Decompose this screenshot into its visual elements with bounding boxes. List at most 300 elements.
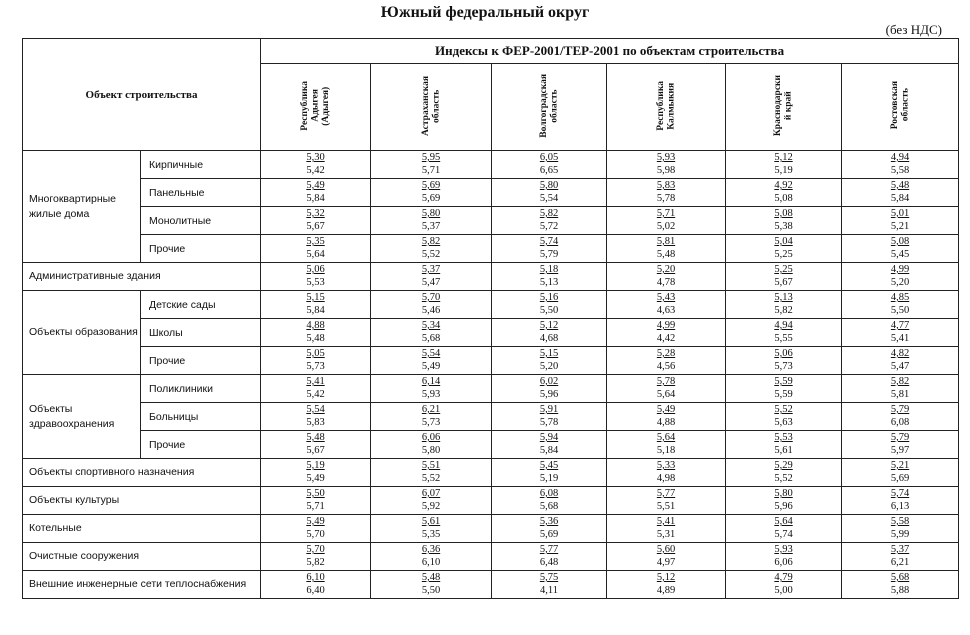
fer-index-value: 5,08 xyxy=(774,207,793,219)
index-cell xyxy=(371,543,492,571)
fer-index-value: 5,33 xyxy=(656,459,676,471)
fer-index-value: 5,16 xyxy=(539,291,559,303)
index-cell xyxy=(842,431,959,459)
region-header xyxy=(261,64,371,151)
fer-index-value: 5,80 xyxy=(774,487,793,499)
ter-index-value: 5,96 xyxy=(774,500,793,512)
fer-index-value: 5,51 xyxy=(421,459,441,471)
ter-index-value: 5,80 xyxy=(421,444,441,456)
index-cell xyxy=(261,179,371,207)
ter-index-value: 5,82 xyxy=(774,304,793,316)
ter-index-value: 5,47 xyxy=(421,276,441,288)
fer-index-value: 5,93 xyxy=(656,151,676,163)
fer-index-value: 5,37 xyxy=(421,263,441,275)
fer-index-value: 5,93 xyxy=(774,543,793,555)
index-cell xyxy=(371,263,492,291)
fer-index-value: 5,64 xyxy=(774,515,793,527)
table-row xyxy=(23,515,959,543)
index-cell xyxy=(842,235,959,263)
fer-index-value: 5,48 xyxy=(890,179,910,191)
ter-index-value: 5,78 xyxy=(656,192,676,204)
fer-index-value: 5,80 xyxy=(421,207,441,219)
ter-index-value: 5,31 xyxy=(656,528,676,540)
ter-index-value: 5,00 xyxy=(774,584,793,596)
fer-index-value: 4,79 xyxy=(774,571,793,583)
index-cell xyxy=(261,543,371,571)
index-cell xyxy=(726,543,842,571)
index-cell xyxy=(607,319,726,347)
ter-index-value: 5,48 xyxy=(656,248,676,260)
indices-header: Индексы к ФЕР-2001/ТЕР-2001 по объектам строительства xyxy=(261,39,959,64)
table-row xyxy=(23,235,959,263)
index-cell xyxy=(607,459,726,487)
index-cell xyxy=(607,543,726,571)
fer-index-value: 5,18 xyxy=(539,263,559,275)
index-cell xyxy=(607,403,726,431)
fer-index-value: 5,15 xyxy=(306,291,325,303)
fer-index-value: 5,50 xyxy=(306,487,325,499)
ter-index-value: 6,10 xyxy=(421,556,441,568)
ter-index-value: 5,98 xyxy=(656,164,676,176)
table-row xyxy=(23,347,959,375)
fer-index-value: 5,69 xyxy=(421,179,441,191)
index-cell xyxy=(842,487,959,515)
region-label: Республика Калмыкия xyxy=(655,80,677,131)
fer-index-value: 5,82 xyxy=(539,207,559,219)
index-cell xyxy=(726,571,842,599)
fer-index-value: 5,41 xyxy=(656,515,676,527)
fer-index-value: 5,77 xyxy=(656,487,676,499)
ter-index-value: 5,68 xyxy=(421,332,441,344)
fer-index-value: 5,25 xyxy=(774,263,793,275)
ter-index-value: 5,42 xyxy=(306,164,325,176)
index-cell xyxy=(492,151,607,179)
fer-index-value: 5,41 xyxy=(306,375,325,387)
index-cell xyxy=(726,515,842,543)
region-header xyxy=(492,64,607,151)
ter-index-value: 5,25 xyxy=(774,248,793,260)
fer-index-value: 5,12 xyxy=(539,319,559,331)
fer-index-value: 5,49 xyxy=(656,403,676,415)
fer-index-value: 5,04 xyxy=(774,235,793,247)
fer-index-value: 5,53 xyxy=(774,431,793,443)
index-cell xyxy=(261,375,371,403)
fer-index-value: 5,21 xyxy=(890,459,910,471)
fer-index-value: 5,49 xyxy=(306,515,325,527)
fer-index-value: 5,61 xyxy=(421,515,441,527)
index-cell xyxy=(492,319,607,347)
ter-index-value: 5,49 xyxy=(421,360,441,372)
index-cell xyxy=(607,263,726,291)
ter-index-value: 5,84 xyxy=(306,192,325,204)
ter-index-value: 5,92 xyxy=(421,500,441,512)
fer-index-value: 4,77 xyxy=(890,319,910,331)
index-cell xyxy=(371,319,492,347)
fer-index-value: 4,92 xyxy=(774,179,793,191)
ter-index-value: 5,41 xyxy=(890,332,910,344)
category-label: Многоквартирные жилые дома xyxy=(23,151,141,263)
fer-index-value: 5,30 xyxy=(306,151,325,163)
fer-index-value: 5,74 xyxy=(890,487,910,499)
fer-index-value: 5,32 xyxy=(306,207,325,219)
subcategory-label: Монолитные xyxy=(141,207,261,235)
fer-index-value: 5,71 xyxy=(656,207,676,219)
index-cell xyxy=(726,263,842,291)
ter-index-value: 6,65 xyxy=(539,164,559,176)
fer-index-value: 4,99 xyxy=(890,263,910,275)
index-cell xyxy=(492,459,607,487)
ter-index-value: 5,19 xyxy=(539,472,559,484)
fer-index-value: 5,01 xyxy=(890,207,910,219)
fer-index-value: 4,85 xyxy=(890,291,910,303)
ter-index-value: 5,58 xyxy=(890,164,910,176)
index-cell xyxy=(607,207,726,235)
ter-index-value: 5,96 xyxy=(539,388,559,400)
fer-index-value: 4,94 xyxy=(890,151,910,163)
ter-index-value: 5,70 xyxy=(306,528,325,540)
fer-index-value: 4,94 xyxy=(774,319,793,331)
index-cell xyxy=(371,151,492,179)
fer-index-value: 4,99 xyxy=(656,319,676,331)
index-cell xyxy=(607,151,726,179)
fer-index-value: 5,29 xyxy=(774,459,793,471)
ter-index-value: 5,59 xyxy=(774,388,793,400)
table-body xyxy=(23,151,959,599)
index-cell xyxy=(726,347,842,375)
index-cell xyxy=(261,319,371,347)
fer-index-value: 5,83 xyxy=(656,179,676,191)
index-cell xyxy=(492,403,607,431)
index-cell xyxy=(726,291,842,319)
fer-index-value: 5,81 xyxy=(656,235,676,247)
subcategory-label: Прочие xyxy=(141,431,261,459)
fer-index-value: 5,36 xyxy=(539,515,559,527)
index-cell xyxy=(492,375,607,403)
index-cell xyxy=(842,571,959,599)
ter-index-value: 5,99 xyxy=(890,528,910,540)
index-cell xyxy=(261,151,371,179)
table-row xyxy=(23,571,959,599)
index-cell xyxy=(492,543,607,571)
fer-index-value: 5,19 xyxy=(306,459,325,471)
ter-index-value: 5,48 xyxy=(306,332,325,344)
fer-index-value: 6,07 xyxy=(421,487,441,499)
index-cell xyxy=(261,291,371,319)
fer-index-value: 5,43 xyxy=(656,291,676,303)
fer-index-value: 5,70 xyxy=(421,291,441,303)
region-label: Краснодарски й край xyxy=(773,74,794,137)
index-cell xyxy=(492,431,607,459)
index-cell xyxy=(842,319,959,347)
ter-index-value: 5,52 xyxy=(774,472,793,484)
price-index-table xyxy=(22,38,959,599)
fer-index-value: 4,82 xyxy=(890,347,910,359)
fer-index-value: 5,91 xyxy=(539,403,559,415)
index-cell xyxy=(726,459,842,487)
category-label: Объекты образования xyxy=(23,291,141,375)
index-cell xyxy=(261,487,371,515)
ter-index-value: 5,93 xyxy=(421,388,441,400)
index-cell xyxy=(842,151,959,179)
ter-index-value: 5,97 xyxy=(890,444,910,456)
fer-index-value: 5,94 xyxy=(539,431,559,443)
table-row xyxy=(23,179,959,207)
index-cell xyxy=(607,179,726,207)
ter-index-value: 4,63 xyxy=(656,304,676,316)
ter-index-value: 5,73 xyxy=(306,360,325,372)
table-row xyxy=(23,459,959,487)
index-cell xyxy=(842,207,959,235)
index-cell xyxy=(842,291,959,319)
ter-index-value: 5,69 xyxy=(539,528,559,540)
ter-index-value: 5,74 xyxy=(774,528,793,540)
ter-index-value: 5,78 xyxy=(539,416,559,428)
fer-index-value: 5,80 xyxy=(539,179,559,191)
index-cell xyxy=(607,291,726,319)
fer-index-value: 6,06 xyxy=(421,431,441,443)
category-label: Объекты здравоохранения xyxy=(23,375,141,459)
category-label: Котельные xyxy=(23,515,261,543)
ter-index-value: 5,88 xyxy=(890,584,910,596)
fer-index-value: 5,13 xyxy=(774,291,793,303)
fer-index-value: 5,75 xyxy=(539,571,559,583)
index-cell xyxy=(492,207,607,235)
fer-index-value: 6,14 xyxy=(421,375,441,387)
index-cell xyxy=(726,431,842,459)
table-row xyxy=(23,403,959,431)
ter-index-value: 5,61 xyxy=(774,444,793,456)
index-cell xyxy=(261,263,371,291)
fer-index-value: 5,64 xyxy=(656,431,676,443)
fer-index-value: 5,79 xyxy=(890,403,910,415)
index-cell xyxy=(607,375,726,403)
index-cell xyxy=(371,487,492,515)
index-cell xyxy=(607,235,726,263)
ter-index-value: 5,63 xyxy=(774,416,793,428)
fer-index-value: 5,82 xyxy=(890,375,910,387)
ter-index-value: 5,08 xyxy=(774,192,793,204)
index-cell xyxy=(261,459,371,487)
fer-index-value: 5,70 xyxy=(306,543,325,555)
index-cell xyxy=(607,487,726,515)
ter-index-value: 5,53 xyxy=(306,276,325,288)
fer-index-value: 5,58 xyxy=(890,515,910,527)
fer-index-value: 5,59 xyxy=(774,375,793,387)
ter-index-value: 4,68 xyxy=(539,332,559,344)
ter-index-value: 4,98 xyxy=(656,472,676,484)
ter-index-value: 5,84 xyxy=(306,304,325,316)
fer-index-value: 5,68 xyxy=(890,571,910,583)
index-cell xyxy=(842,263,959,291)
subcategory-label: Прочие xyxy=(141,347,261,375)
region-label: Ростовская область xyxy=(889,81,911,130)
table-row xyxy=(23,431,959,459)
index-cell xyxy=(492,347,607,375)
ter-index-value: 5,47 xyxy=(890,360,910,372)
index-cell xyxy=(607,431,726,459)
ter-index-value: 5,35 xyxy=(421,528,441,540)
ter-index-value: 6,08 xyxy=(890,416,910,428)
ter-index-value: 5,50 xyxy=(421,584,441,596)
ter-index-value: 5,37 xyxy=(421,220,441,232)
fer-index-value: 5,54 xyxy=(421,347,441,359)
ter-index-value: 5,72 xyxy=(539,220,559,232)
index-cell xyxy=(842,515,959,543)
ter-index-value: 5,71 xyxy=(306,500,325,512)
ter-index-value: 5,42 xyxy=(306,388,325,400)
table-row xyxy=(23,543,959,571)
index-cell xyxy=(726,179,842,207)
fer-index-value: 5,77 xyxy=(539,543,559,555)
table-row xyxy=(23,207,959,235)
ter-index-value: 5,64 xyxy=(656,388,676,400)
index-cell xyxy=(371,459,492,487)
fer-index-value: 5,49 xyxy=(306,179,325,191)
ter-index-value: 5,52 xyxy=(421,472,441,484)
ter-index-value: 5,20 xyxy=(890,276,910,288)
ter-index-value: 5,67 xyxy=(306,220,325,232)
fer-index-value: 5,48 xyxy=(421,571,441,583)
index-cell xyxy=(726,151,842,179)
subcategory-label: Детские сады xyxy=(141,291,261,319)
index-cell xyxy=(261,235,371,263)
subcategory-label: Школы xyxy=(141,319,261,347)
fer-index-value: 5,05 xyxy=(306,347,325,359)
index-cell xyxy=(492,291,607,319)
fer-index-value: 5,95 xyxy=(421,151,441,163)
ter-index-value: 5,13 xyxy=(539,276,559,288)
ter-index-value: 6,06 xyxy=(774,556,793,568)
fer-index-value: 4,88 xyxy=(306,319,325,331)
index-cell xyxy=(842,543,959,571)
ter-index-value: 5,50 xyxy=(890,304,910,316)
table-row xyxy=(23,291,959,319)
fer-index-value: 5,20 xyxy=(656,263,676,275)
index-cell xyxy=(726,403,842,431)
ter-index-value: 5,68 xyxy=(539,500,559,512)
index-cell xyxy=(492,235,607,263)
index-cell xyxy=(492,263,607,291)
region-label: Волгоградская область xyxy=(538,73,560,138)
category-label: Объекты культуры xyxy=(23,487,261,515)
index-cell xyxy=(371,571,492,599)
ter-index-value: 5,19 xyxy=(774,164,793,176)
table-row xyxy=(23,375,959,403)
index-cell xyxy=(261,403,371,431)
index-cell xyxy=(842,375,959,403)
index-cell xyxy=(261,347,371,375)
region-label: Республика Адыгея (Адыгея) xyxy=(299,80,331,131)
index-cell xyxy=(726,235,842,263)
fer-index-value: 6,08 xyxy=(539,487,559,499)
ter-index-value: 5,21 xyxy=(890,220,910,232)
index-cell xyxy=(607,515,726,543)
subcategory-label: Больницы xyxy=(141,403,261,431)
ter-index-value: 5,54 xyxy=(539,192,559,204)
fer-index-value: 5,79 xyxy=(890,431,910,443)
ter-index-value: 5,45 xyxy=(890,248,910,260)
ter-index-value: 5,83 xyxy=(306,416,325,428)
fer-index-value: 5,60 xyxy=(656,543,676,555)
ter-index-value: 4,97 xyxy=(656,556,676,568)
index-cell xyxy=(261,207,371,235)
category-label: Объекты спортивного назначения xyxy=(23,459,261,487)
page-title: Южный федеральный округ xyxy=(380,4,590,21)
ter-index-value: 5,82 xyxy=(306,556,325,568)
ter-index-value: 4,89 xyxy=(656,584,676,596)
index-cell xyxy=(726,207,842,235)
fer-index-value: 5,35 xyxy=(306,235,325,247)
ter-index-value: 5,50 xyxy=(539,304,559,316)
fer-index-value: 6,36 xyxy=(421,543,441,555)
subcategory-label: Поликлиники xyxy=(141,375,261,403)
index-cell xyxy=(261,515,371,543)
index-cell xyxy=(371,347,492,375)
index-cell xyxy=(371,375,492,403)
ter-index-value: 5,02 xyxy=(656,220,676,232)
ter-index-value: 5,84 xyxy=(539,444,559,456)
index-cell xyxy=(261,571,371,599)
region-header xyxy=(371,64,492,151)
table-row xyxy=(23,263,959,291)
index-cell xyxy=(842,179,959,207)
ter-index-value: 5,73 xyxy=(774,360,793,372)
fer-index-value: 5,12 xyxy=(656,571,676,583)
ter-index-value: 5,67 xyxy=(306,444,325,456)
ter-index-value: 4,78 xyxy=(656,276,676,288)
ter-index-value: 4,42 xyxy=(656,332,676,344)
ter-index-value: 5,69 xyxy=(890,472,910,484)
ter-index-value: 4,11 xyxy=(540,584,559,596)
fer-index-value: 5,06 xyxy=(774,347,793,359)
subcategory-label: Прочие xyxy=(141,235,261,263)
fer-index-value: 6,10 xyxy=(306,571,325,583)
index-cell xyxy=(492,571,607,599)
fer-index-value: 5,74 xyxy=(539,235,559,247)
ter-index-value: 5,18 xyxy=(656,444,676,456)
ter-index-value: 6,13 xyxy=(890,500,910,512)
ter-index-value: 5,38 xyxy=(774,220,793,232)
index-cell xyxy=(842,459,959,487)
ter-index-value: 4,88 xyxy=(656,416,676,428)
subcategory-label: Панельные xyxy=(141,179,261,207)
fer-index-value: 5,45 xyxy=(539,459,559,471)
index-cell xyxy=(492,487,607,515)
subcategory-label: Кирпичные xyxy=(141,151,261,179)
ter-index-value: 5,79 xyxy=(539,248,559,260)
fer-index-value: 5,78 xyxy=(656,375,676,387)
table-row xyxy=(23,319,959,347)
index-cell xyxy=(607,347,726,375)
ter-index-value: 5,55 xyxy=(774,332,793,344)
ter-index-value: 5,46 xyxy=(421,304,441,316)
ter-index-value: 5,20 xyxy=(539,360,559,372)
ter-index-value: 5,71 xyxy=(421,164,441,176)
vat-note: (без НДС) xyxy=(885,22,942,37)
object-header: Объект строительства xyxy=(23,39,261,151)
fer-index-value: 6,21 xyxy=(421,403,441,415)
category-label: Внешние инженерные сети теплоснабжения xyxy=(23,571,261,599)
index-cell xyxy=(371,403,492,431)
category-label: Очистные сооружения xyxy=(23,543,261,571)
index-cell xyxy=(842,403,959,431)
ter-index-value: 5,51 xyxy=(656,500,676,512)
index-cell xyxy=(726,375,842,403)
fer-index-value: 5,54 xyxy=(306,403,325,415)
index-cell xyxy=(371,207,492,235)
fer-index-value: 5,48 xyxy=(306,431,325,443)
fer-index-value: 6,05 xyxy=(539,151,559,163)
